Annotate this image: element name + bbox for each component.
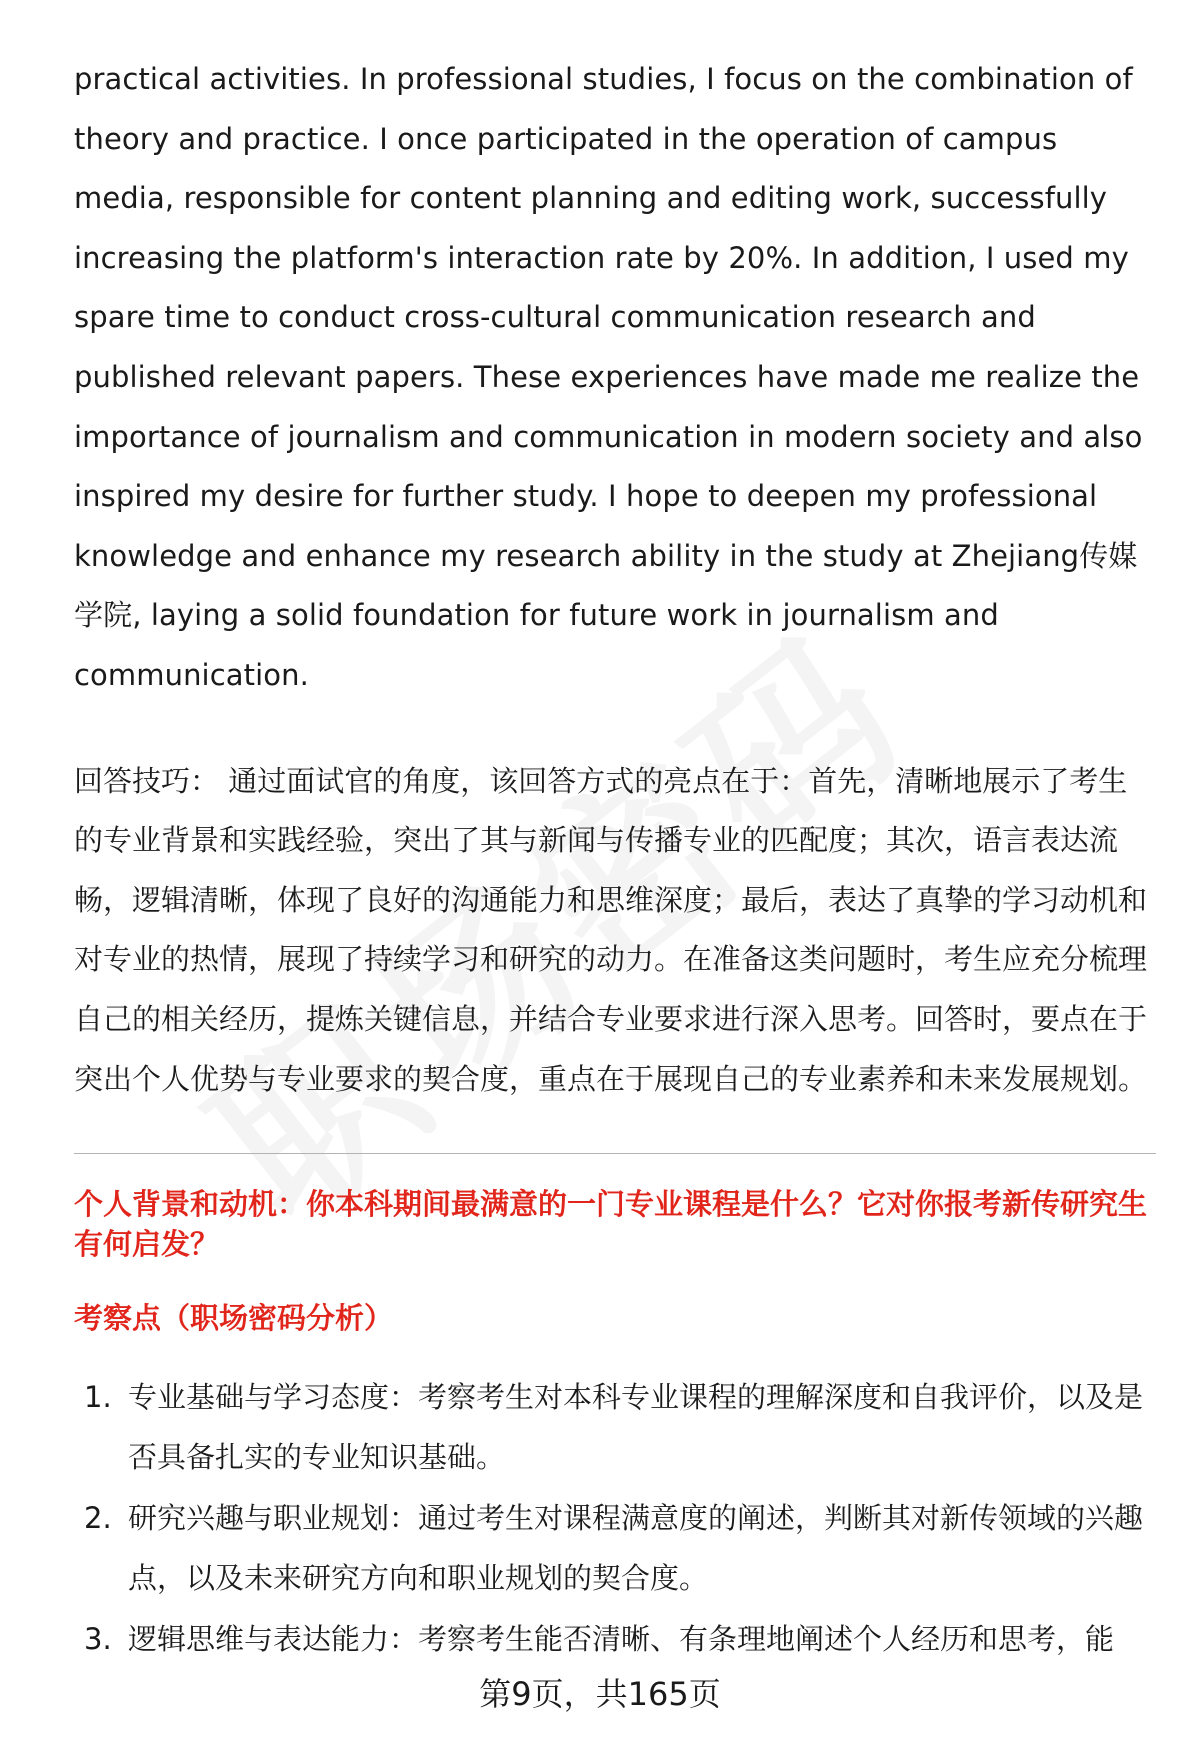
list-item-number: 2. xyxy=(84,1501,112,1536)
list-item-number: 3. xyxy=(84,1622,112,1657)
document-page xyxy=(74,50,1156,1672)
assessment-points-list xyxy=(74,1368,1156,1670)
english-paragraph: practical activities. In professional studies, I focus on the combination of theory and practice. I once participated in the operation of campus media, responsible for content planning and editing work, successfully increasing the platform's interaction rate by 20%. In addition, I used my spare time to conduct cross-cultural communication research and published relevant papers. These experiences have made me realize the importance of journalism and communication in modern society and also inspired my desire for further study. I hope to deepen my professional knowledge and enhance my research ability in the study at Zhejiang传媒学院, laying a solid foundation for future work in journalism and communication. xyxy=(74,62,1143,692)
list-item xyxy=(74,1368,1156,1487)
section-divider xyxy=(74,1153,1156,1154)
page-number: 第9页，共165页 xyxy=(479,1675,721,1713)
assessment-points-heading: 考察点（职场密码分析） xyxy=(74,1301,394,1336)
list-item-text: 研究兴趣与职业规划：通过考生对课程满意度的阐述，判断其对新传领域的兴趣点，以及未来研究方向和职业规划的契合度。 xyxy=(128,1501,1144,1595)
list-item-text: 逻辑思维与表达能力：考察考生能否清晰、有条理地阐述个人经历和思考，能 xyxy=(128,1622,1115,1657)
question-heading: 个人背景和动机：你本科期间最满意的一门专业课程是什么？它对你报考新传研究生有何启发？ xyxy=(74,1187,1148,1262)
list-item xyxy=(74,1610,1156,1670)
answer-tips-paragraph: 回答技巧： 通过面试官的角度，该回答方式的亮点在于：首先，清晰地展示了考生的专业背景和实践经验，突出了其与新闻与传播专业的匹配度；其次，语言表达流畅，逻辑清晰，体现了良好的沟通能力和思维深度；最后，表达了真挚的学习动机和对专业的热情，展现了持续学习和研究的动力。在准备这类问题时，考生应充分梳理自己的相关经历，提炼关键信息，并结合专业要求进行深入思考。回答时，要点在于突出个人优势与专业要求的契合度，重点在于展现自己的专业素养和未来发展规划。 xyxy=(74,763,1148,1096)
list-item-text: 专业基础与学习态度：考察考生对本科专业课程的理解深度和自我评价，以及是否具备扎实的专业知识基础。 xyxy=(128,1380,1144,1474)
list-item xyxy=(74,1489,1156,1608)
list-item-number: 1. xyxy=(84,1380,112,1415)
